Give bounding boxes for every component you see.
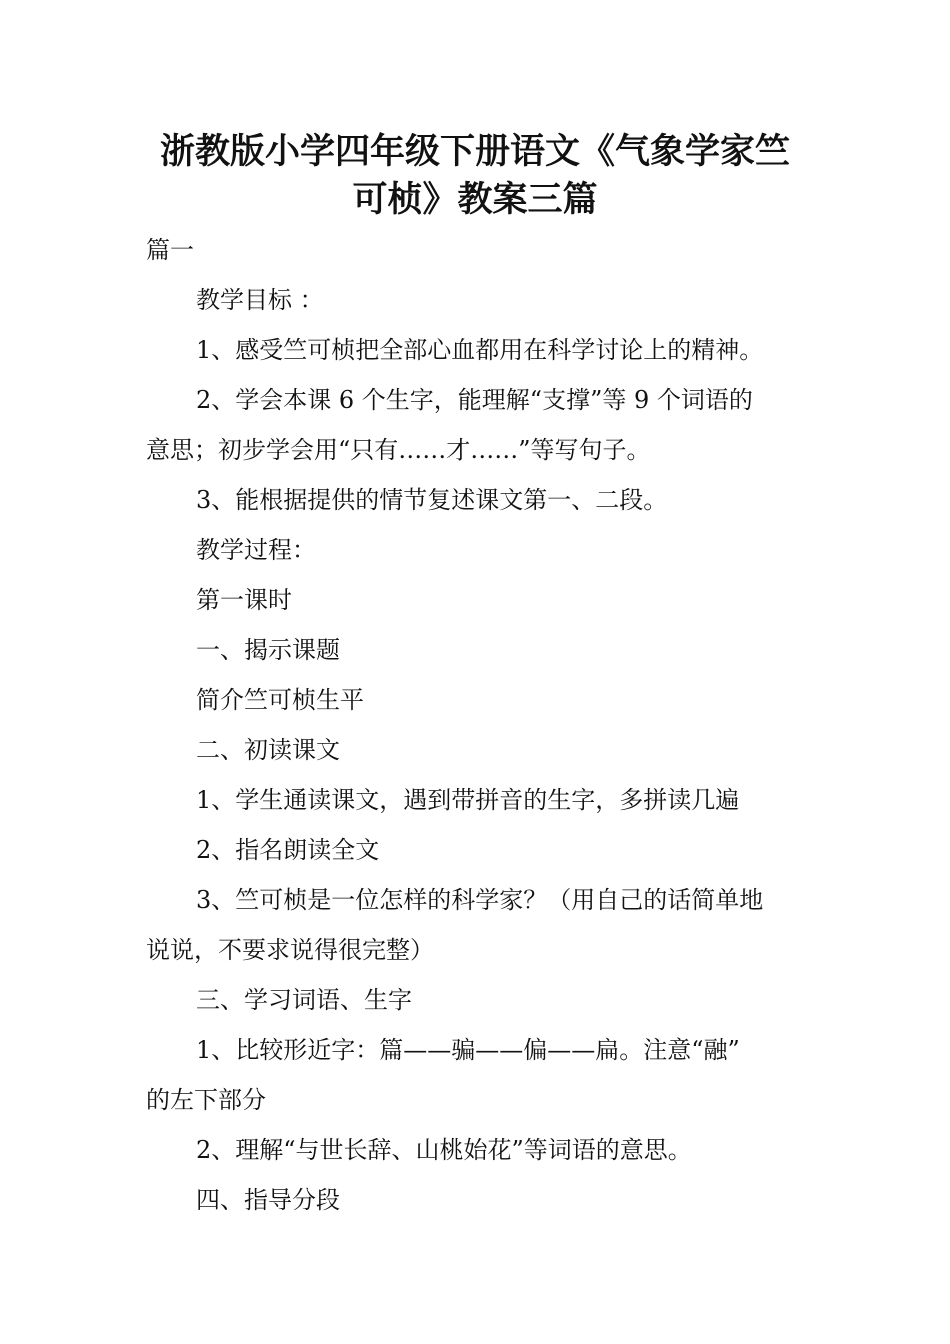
goal-item-1: 1、感受竺可桢把全部心血都用在科学讨论上的精神。	[196, 336, 764, 364]
section-heading: 篇一	[146, 236, 194, 264]
step-heading-4: 四、指导分段	[196, 1186, 340, 1214]
step-heading-1: 一、揭示课题	[196, 636, 340, 664]
document-title-line-2: 可桢》教案三篇	[352, 180, 598, 220]
goal-item-2-continued: 意思；初步学会用“只有……才……”等写句子。	[146, 436, 651, 464]
document-title-line-1: 浙教版小学四年级下册语文《气象学家竺	[159, 132, 790, 172]
step-2-item-1: 1、学生通读课文，遇到带拼音的生字，多拼读几遍	[196, 786, 740, 814]
step-2-item-2: 2、指名朗读全文	[196, 836, 380, 864]
step-heading-3: 三、学习词语、生字	[196, 986, 412, 1014]
step-3-item-1-continued: 的左下部分	[146, 1086, 266, 1114]
goal-item-2: 2、学会本课 6 个生字，能理解“支撑”等 9 个词语的	[196, 386, 753, 414]
step-2-item-3-continued: 说说，不要求说得很完整）	[146, 936, 434, 964]
lesson-period-heading: 第一课时	[196, 586, 292, 614]
teaching-process-heading: 教学过程：	[196, 536, 316, 564]
teaching-goals-heading: 教学目标 ：	[196, 286, 324, 314]
goal-item-3: 3、能根据提供的情节复述课文第一、二段。	[196, 486, 668, 514]
step-2-item-3: 3、竺可桢是一位怎样的科学家？（用自己的话简单地	[196, 886, 764, 914]
step-1-text: 简介竺可桢生平	[196, 686, 364, 714]
step-3-item-1: 1、比较形近字：篇——骗——偏——扁。注意“融”	[196, 1036, 740, 1064]
step-heading-2: 二、初读课文	[196, 736, 340, 764]
step-3-item-2: 2、理解“与世长辞、山桃始花”等词语的意思。	[196, 1136, 692, 1164]
